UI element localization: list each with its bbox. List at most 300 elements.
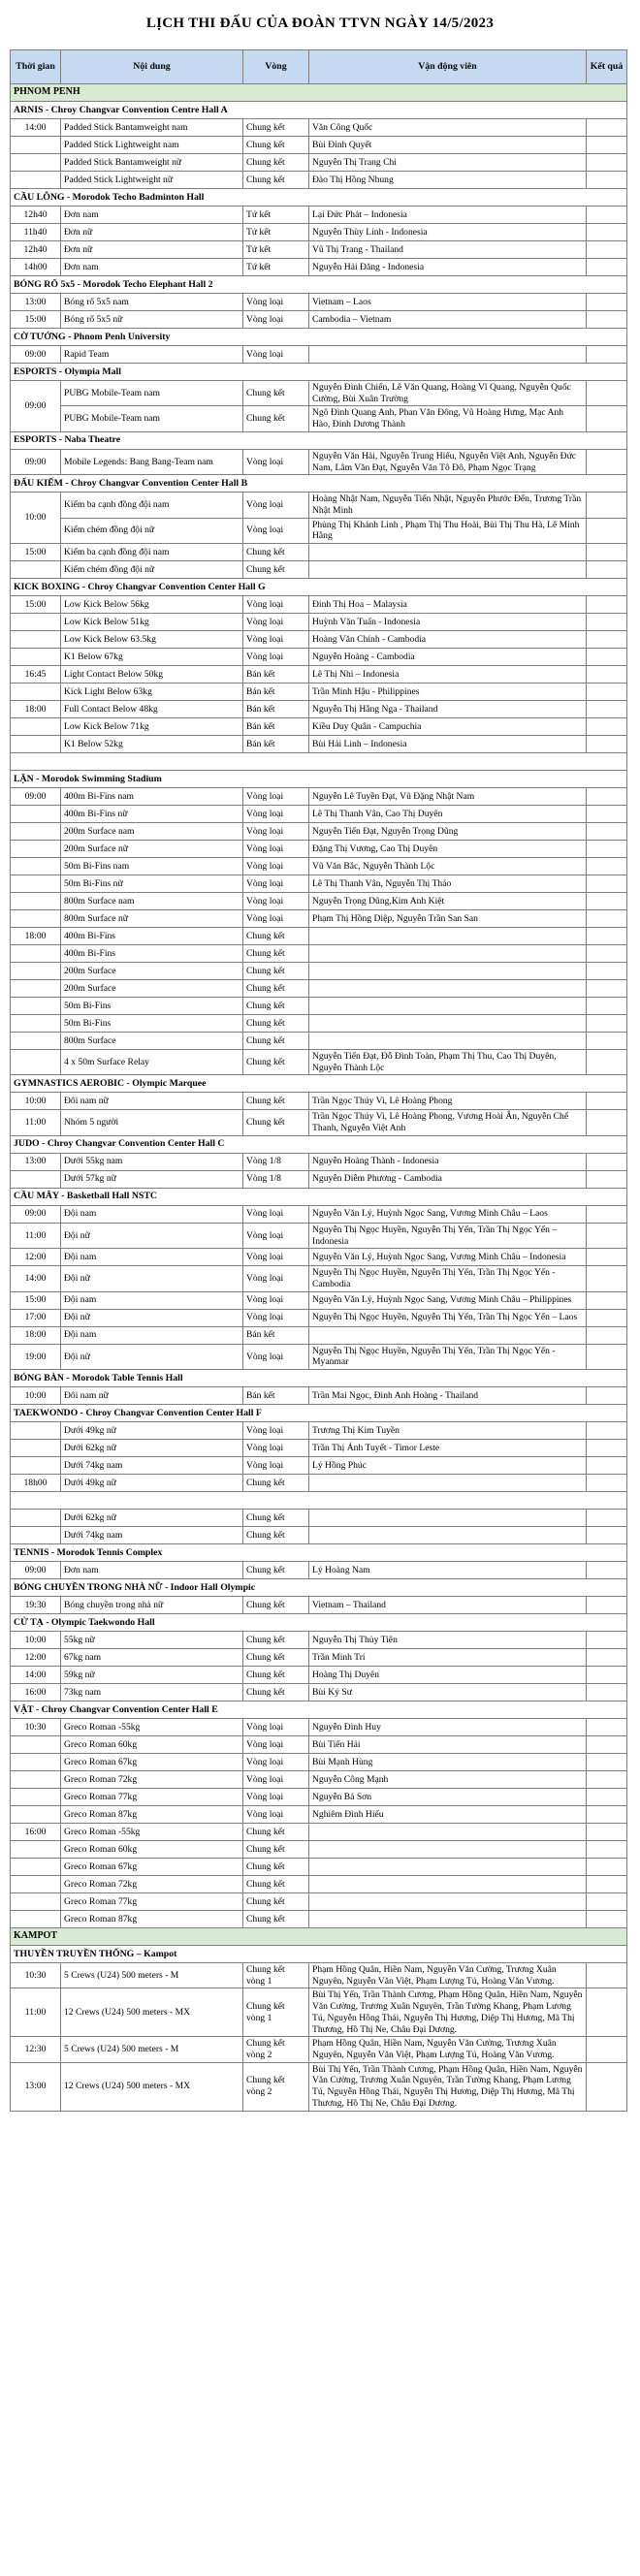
event-result xyxy=(587,1859,627,1876)
event-athletes: Nguyễn Diễm Phương - Cambodia xyxy=(309,1170,587,1188)
event-round: Chung kết xyxy=(243,154,309,172)
event-athletes: Nguyễn Thị Ngọc Huyền, Nguyễn Thị Yến, Trần Thị Ngọc Yến - Cambodia xyxy=(309,1266,587,1291)
event-row xyxy=(11,1309,627,1326)
venue-name: BÓNG BÀN - Morodok Table Tennis Hall xyxy=(11,1370,627,1387)
event-round: Vòng loại xyxy=(243,1457,309,1475)
venue-row xyxy=(11,1135,627,1153)
event-result xyxy=(587,736,627,753)
venue-name: CỜ TƯỚNG - Phnom Penh University xyxy=(11,329,627,346)
event-time: 15:00 xyxy=(11,1291,61,1309)
event-round: Chung kết xyxy=(243,119,309,137)
event-name: Greco Roman 87kg xyxy=(61,1911,243,1928)
event-row xyxy=(11,2037,627,2062)
event-time: 18:00 xyxy=(11,928,61,945)
event-athletes: Bùi Thị Yến, Trần Thành Cương, Phạm Hồng Quân, Hiền Nam, Nguyễn Văn Cường, Trương Xuân Nguyên, Trần Tường Khang, Phạm Lương Tú, Nguyễn Hồng Thái, Nguyễn Thị Hương, Diệp Thị Hương, Mã Thị Thương, Hồ Thị Ne, Châu Đại Dương. xyxy=(309,1988,587,2037)
event-row xyxy=(11,910,627,928)
event-athletes: Nguyễn Thị Thủy Tiên xyxy=(309,1632,587,1649)
venue-row xyxy=(11,102,627,119)
event-round: Vòng loại xyxy=(243,823,309,841)
event-time: 14:00 xyxy=(11,119,61,137)
event-time: 19:00 xyxy=(11,1344,61,1369)
venue-name: ESPORTS - Olympia Mall xyxy=(11,364,627,381)
event-name: PUBG Mobile-Team nam xyxy=(61,406,243,431)
event-round: Chung kết xyxy=(243,1893,309,1911)
event-round: Chung kết xyxy=(243,1510,309,1527)
event-row xyxy=(11,1824,627,1841)
event-name: 400m Bi-Fins nam xyxy=(61,788,243,806)
venue-row xyxy=(11,1946,627,1963)
event-time xyxy=(11,1015,61,1033)
event-name: Đơn nam xyxy=(61,1562,243,1579)
event-round: Chung kết xyxy=(243,1110,309,1135)
event-time xyxy=(11,1806,61,1824)
event-name: Đội nam xyxy=(61,1326,243,1344)
event-round: Bán kết xyxy=(243,1387,309,1405)
event-round: Vòng loại xyxy=(243,806,309,823)
event-name: Mobile Legends: Bang Bang-Team nam xyxy=(61,449,243,474)
event-round: Bán kết xyxy=(243,684,309,701)
event-athletes: Nguyễn Bá Sơn xyxy=(309,1789,587,1806)
event-athletes xyxy=(309,980,587,998)
event-name: Dưới 62kg nữ xyxy=(61,1440,243,1457)
event-result xyxy=(587,893,627,910)
event-round: Vòng loại xyxy=(243,858,309,875)
event-row xyxy=(11,119,627,137)
event-athletes: Ngô Đình Quang Anh, Phan Văn Đông, Vũ Hoàng Hưng, Mạc Anh Hào, Đinh Dương Thành xyxy=(309,406,587,431)
event-name: Kiếm ba cạnh đồng đội nam xyxy=(61,493,243,518)
venue-name: CẦU MÂY - Basketball Hall NSTC xyxy=(11,1188,627,1205)
event-result xyxy=(587,224,627,241)
event-name: Đội nam xyxy=(61,1249,243,1266)
event-time xyxy=(11,1789,61,1806)
event-athletes: Bùi Tiến Hải xyxy=(309,1736,587,1754)
event-result xyxy=(587,823,627,841)
event-round: Vòng loại xyxy=(243,294,309,311)
event-round: Vòng loại xyxy=(243,614,309,631)
event-time: 10:30 xyxy=(11,1963,61,1988)
event-row xyxy=(11,998,627,1015)
event-athletes: Trần Minh Hậu - Philippines xyxy=(309,684,587,701)
event-row xyxy=(11,980,627,998)
event-result xyxy=(587,311,627,329)
event-result xyxy=(587,928,627,945)
event-result xyxy=(587,1309,627,1326)
event-result xyxy=(587,1719,627,1736)
event-result xyxy=(587,1050,627,1075)
event-result xyxy=(587,1562,627,1579)
event-row xyxy=(11,928,627,945)
event-name: Dưới 62kg nữ xyxy=(61,1510,243,1527)
event-result xyxy=(587,259,627,276)
event-name: 800m Surface xyxy=(61,1033,243,1050)
event-round: Vòng loại xyxy=(243,631,309,649)
event-time xyxy=(11,1457,61,1475)
event-row xyxy=(11,666,627,684)
event-row xyxy=(11,1110,627,1135)
event-result xyxy=(587,1824,627,1841)
event-athletes: Nguyễn Tiến Đạt, Nguyễn Trọng Dũng xyxy=(309,823,587,841)
event-athletes: Hoàng Nhật Nam, Nguyễn Tiến Nhật, Nguyễn Phước Đến, Trương Trần Nhật Minh xyxy=(309,493,587,518)
event-row xyxy=(11,172,627,189)
event-time xyxy=(11,1841,61,1859)
event-round: Chung kết vòng 1 xyxy=(243,1963,309,1988)
event-round: Vòng 1/8 xyxy=(243,1153,309,1170)
event-athletes xyxy=(309,1033,587,1050)
event-row xyxy=(11,1719,627,1736)
event-result xyxy=(587,241,627,259)
event-round: Vòng loại xyxy=(243,1309,309,1326)
event-athletes: Bùi Mạnh Hùng xyxy=(309,1754,587,1771)
event-row xyxy=(11,294,627,311)
venue-row xyxy=(11,276,627,294)
event-name: K1 Below 67kg xyxy=(61,649,243,666)
event-result xyxy=(587,154,627,172)
event-result xyxy=(587,2037,627,2062)
event-result xyxy=(587,980,627,998)
event-row xyxy=(11,1911,627,1928)
event-athletes: Nguyễn Hoàng Thành - Indonesia xyxy=(309,1153,587,1170)
event-athletes: Nguyễn Công Mạnh xyxy=(309,1771,587,1789)
event-result xyxy=(587,1667,627,1684)
event-round: Vòng loại xyxy=(243,346,309,364)
event-round: Chung kết xyxy=(243,1015,309,1033)
event-athletes: Nghiêm Đình Hiếu xyxy=(309,1806,587,1824)
event-round: Vòng loại xyxy=(243,1754,309,1771)
event-result xyxy=(587,294,627,311)
empty-row xyxy=(11,1492,627,1510)
event-name: 12 Crews (U24) 500 meters - MX xyxy=(61,1988,243,2037)
event-result xyxy=(587,1015,627,1033)
event-name: Low Kick Below 51kg xyxy=(61,614,243,631)
event-result xyxy=(587,1440,627,1457)
venue-name: KICK BOXING - Chroy Changvar Convention Center Hall G xyxy=(11,579,627,596)
event-row xyxy=(11,224,627,241)
event-row xyxy=(11,137,627,154)
event-round: Vòng loại xyxy=(243,1291,309,1309)
venue-name: JUDO - Chroy Changvar Convention Center Hall C xyxy=(11,1135,627,1153)
event-athletes: Bùi Hải Linh – Indonesia xyxy=(309,736,587,753)
event-result xyxy=(587,1754,627,1771)
event-row xyxy=(11,1510,627,1527)
event-round: Chung kết xyxy=(243,928,309,945)
event-name: 800m Surface nam xyxy=(61,893,243,910)
event-row xyxy=(11,718,627,736)
event-round: Vòng loại xyxy=(243,910,309,928)
page-title: LỊCH THI ĐẤU CỦA ĐOÀN TTVN NGÀY 14/5/2023 xyxy=(145,16,495,31)
event-time xyxy=(11,137,61,154)
event-name: Padded Stick Bantamweight nữ xyxy=(61,154,243,172)
event-athletes: Bùi Thị Yến, Trần Thành Cương, Phạm Hồng Quân, Hiền Nam, Nguyễn Văn Cường, Trương Xuân Nguyên, Trần Tường Khang, Phạm Lương Tú, Nguyễn Hồng Thái, Nguyễn Thị Hương, Diệp Thị Hương, Mã Thị Thương, Hồ Thị Ne, Châu Đại Dương. xyxy=(309,2062,587,2111)
event-time: 13:00 xyxy=(11,1153,61,1170)
event-name: Đội nữ xyxy=(61,1223,243,1248)
event-row xyxy=(11,259,627,276)
event-round: Chung kết vòng 1 xyxy=(243,1988,309,2037)
event-athletes: Lý Hồng Phúc xyxy=(309,1457,587,1475)
event-round: Chung kết vòng 2 xyxy=(243,2062,309,2111)
venue-row xyxy=(11,1188,627,1205)
event-time: 11:00 xyxy=(11,1988,61,2037)
event-name: Greco Roman 67kg xyxy=(61,1754,243,1771)
event-round: Chung kết xyxy=(243,1684,309,1701)
event-result xyxy=(587,1457,627,1475)
event-time xyxy=(11,154,61,172)
event-time: 10:00 xyxy=(11,1632,61,1649)
event-result xyxy=(587,1789,627,1806)
event-name: 67kg nam xyxy=(61,1649,243,1667)
event-name: 50m Bi-Fins nữ xyxy=(61,875,243,893)
event-row xyxy=(11,1789,627,1806)
event-result xyxy=(587,137,627,154)
event-time xyxy=(11,718,61,736)
region-name: PHNOM PENH xyxy=(11,84,627,102)
event-round: Vòng loại xyxy=(243,1422,309,1440)
event-row xyxy=(11,381,627,406)
event-row xyxy=(11,1876,627,1893)
event-time xyxy=(11,1771,61,1789)
event-name: 400m Bi-Fins xyxy=(61,945,243,963)
event-row xyxy=(11,788,627,806)
event-round: Vòng loại xyxy=(243,1736,309,1754)
event-time: 09:00 xyxy=(11,788,61,806)
event-row xyxy=(11,311,627,329)
event-athletes: Nguyễn Văn Lý, Huỳnh Ngọc Sang, Vương Minh Châu – Laos xyxy=(309,1205,587,1223)
event-row xyxy=(11,346,627,364)
event-result xyxy=(587,718,627,736)
event-athletes xyxy=(309,963,587,980)
event-round: Chung kết xyxy=(243,945,309,963)
event-time: 09:00 xyxy=(11,1562,61,1579)
event-row xyxy=(11,649,627,666)
event-row xyxy=(11,1170,627,1188)
event-row xyxy=(11,1963,627,1988)
event-athletes: Nguyễn Hoàng - Cambodia xyxy=(309,649,587,666)
event-athletes: Vũ Văn Bắc, Nguyễn Thành Lộc xyxy=(309,858,587,875)
event-row xyxy=(11,406,627,431)
event-round: Vòng loại xyxy=(243,1223,309,1248)
event-round: Vòng loại xyxy=(243,893,309,910)
event-name: 200m Surface xyxy=(61,963,243,980)
event-name: Đội nữ xyxy=(61,1266,243,1291)
event-round: Chung kết xyxy=(243,1527,309,1544)
event-result xyxy=(587,806,627,823)
event-athletes: Trần Thị Ánh Tuyết - Timor Leste xyxy=(309,1440,587,1457)
event-athletes xyxy=(309,928,587,945)
event-athletes xyxy=(309,544,587,561)
event-result xyxy=(587,1153,627,1170)
event-name: Greco Roman 77kg xyxy=(61,1789,243,1806)
event-round: Chung kết xyxy=(243,172,309,189)
event-result xyxy=(587,614,627,631)
event-round: Bán kết xyxy=(243,1326,309,1344)
event-result xyxy=(587,381,627,406)
event-result xyxy=(587,1963,627,1988)
event-athletes xyxy=(309,1475,587,1492)
event-round: Chung kết xyxy=(243,1597,309,1614)
event-row xyxy=(11,1326,627,1344)
event-result xyxy=(587,875,627,893)
event-row xyxy=(11,1667,627,1684)
event-row xyxy=(11,596,627,614)
event-name: Full Contact Below 48kg xyxy=(61,701,243,718)
event-time xyxy=(11,631,61,649)
event-round: Chung kết xyxy=(243,381,309,406)
event-row xyxy=(11,207,627,224)
event-name: Padded Stick Lightweight nam xyxy=(61,137,243,154)
event-round: Vòng loại xyxy=(243,596,309,614)
event-round: Vòng loại xyxy=(243,788,309,806)
event-round: Chung kết xyxy=(243,1824,309,1841)
event-athletes: Lê Thị Nhi – Indonesia xyxy=(309,666,587,684)
venue-name: GYMNASTICS AEROBIC - Olympic Marquee xyxy=(11,1075,627,1093)
region-row xyxy=(11,1928,627,1946)
event-round: Chung kết xyxy=(243,1649,309,1667)
venue-name: CỬ TẠ - Olympic Taekwondo Hall xyxy=(11,1614,627,1632)
event-time xyxy=(11,1736,61,1754)
event-athletes xyxy=(309,1326,587,1344)
venue-row xyxy=(11,1370,627,1387)
event-round: Tứ kết xyxy=(243,241,309,259)
event-result xyxy=(587,649,627,666)
event-time xyxy=(11,1440,61,1457)
event-row xyxy=(11,1344,627,1369)
venue-name: TAEKWONDO - Chroy Changvar Convention Center Hall F xyxy=(11,1405,627,1422)
event-row xyxy=(11,736,627,753)
event-athletes xyxy=(309,1841,587,1859)
event-round: Bán kết xyxy=(243,701,309,718)
event-athletes: Hoàng Văn Chính - Cambodia xyxy=(309,631,587,649)
event-name: Dưới 55kg nam xyxy=(61,1153,243,1170)
event-name: 200m Surface nam xyxy=(61,823,243,841)
event-round: Vòng loại xyxy=(243,1205,309,1223)
event-time xyxy=(11,649,61,666)
header-event: Nội dung xyxy=(61,50,243,84)
header-result: Kết quả xyxy=(587,50,627,84)
event-round: Chung kết xyxy=(243,1093,309,1110)
schedule-body xyxy=(11,84,627,2112)
event-result xyxy=(587,1684,627,1701)
event-result xyxy=(587,172,627,189)
event-row xyxy=(11,1527,627,1544)
event-name: Low Kick Below 63.5kg xyxy=(61,631,243,649)
event-round: Vòng loại xyxy=(243,493,309,518)
venue-row xyxy=(11,1579,627,1597)
event-round: Chung kết xyxy=(243,1859,309,1876)
event-name: Đôi nam nữ xyxy=(61,1093,243,1110)
event-time: 18h00 xyxy=(11,1475,61,1492)
event-result xyxy=(587,1033,627,1050)
event-row xyxy=(11,493,627,518)
venue-name: ĐẤU KIẾM - Chroy Changvar Convention Center Hall B xyxy=(11,475,627,493)
event-row xyxy=(11,449,627,474)
header-athletes: Vận động viên xyxy=(309,50,587,84)
event-round: Chung kết xyxy=(243,406,309,431)
event-result xyxy=(587,346,627,364)
event-time: 16:45 xyxy=(11,666,61,684)
event-round: Vòng loại xyxy=(243,311,309,329)
venue-name: VẬT - Chroy Changvar Convention Center Hall E xyxy=(11,1701,627,1719)
event-round: Tứ kết xyxy=(243,207,309,224)
event-result xyxy=(587,631,627,649)
event-time: 09:00 xyxy=(11,1205,61,1223)
event-time: 10:00 xyxy=(11,1093,61,1110)
event-time xyxy=(11,1527,61,1544)
event-name: 200m Surface xyxy=(61,980,243,998)
event-name: Đơn nam xyxy=(61,259,243,276)
event-row xyxy=(11,1205,627,1223)
event-athletes: Phạm Thị Hồng Diệp, Nguyễn Trần San San xyxy=(309,910,587,928)
event-round: Vòng loại xyxy=(243,1344,309,1369)
schedule-page xyxy=(10,0,630,2112)
event-row xyxy=(11,1475,627,1492)
event-athletes xyxy=(309,1859,587,1876)
event-row xyxy=(11,1597,627,1614)
event-round: Chung kết xyxy=(243,1475,309,1492)
event-athletes: Đinh Thị Hoa – Malaysia xyxy=(309,596,587,614)
event-result xyxy=(587,1205,627,1223)
event-result xyxy=(587,207,627,224)
event-name: Kiếm ba cạnh đồng đội nam xyxy=(61,544,243,561)
event-row xyxy=(11,684,627,701)
event-name: 400m Bi-Fins xyxy=(61,928,243,945)
schedule-table xyxy=(10,49,627,2112)
event-result xyxy=(587,1527,627,1544)
event-round: Chung kết xyxy=(243,1050,309,1075)
event-time xyxy=(11,172,61,189)
event-name: Low Kick Below 71kg xyxy=(61,718,243,736)
event-round: Vòng loại xyxy=(243,841,309,858)
event-result xyxy=(587,2062,627,2111)
event-round: Tứ kết xyxy=(243,224,309,241)
event-result xyxy=(587,1876,627,1893)
venue-name: THUYỀN TRUYỀN THỐNG – Kampot xyxy=(11,1946,627,1963)
event-row xyxy=(11,2062,627,2111)
event-round: Bán kết xyxy=(243,736,309,753)
event-name: Kiếm chém đồng đội nữ xyxy=(61,518,243,543)
event-athletes: Nguyễn Thị Ngọc Huyền, Nguyễn Thị Yến, Trần Thị Ngọc Yến – Indonesia xyxy=(309,1223,587,1248)
event-name: 50m Bi-Fins xyxy=(61,1015,243,1033)
event-time: 16:00 xyxy=(11,1684,61,1701)
venue-row xyxy=(11,1075,627,1093)
event-result xyxy=(587,1093,627,1110)
event-athletes: Nguyễn Đình Chiến, Lê Văn Quang, Hoàng Vĩ Quang, Nguyễn Quốc Cường, Bùi Xuân Trường xyxy=(309,381,587,406)
event-time: 10:00 xyxy=(11,493,61,544)
event-time: 12:30 xyxy=(11,2037,61,2062)
event-athletes: Trần Ngọc Thúy Vi, Lê Hoàng Phong xyxy=(309,1093,587,1110)
event-round: Chung kết xyxy=(243,1667,309,1684)
event-name: Đội nam xyxy=(61,1291,243,1309)
event-result xyxy=(587,1223,627,1248)
event-athletes xyxy=(309,346,587,364)
event-time: 12h40 xyxy=(11,207,61,224)
event-time xyxy=(11,893,61,910)
event-time xyxy=(11,998,61,1015)
event-time xyxy=(11,736,61,753)
event-row xyxy=(11,1387,627,1405)
venue-name: BÓNG CHUYỀN TRONG NHÀ NỮ - Indoor Hall Olympic xyxy=(11,1579,627,1597)
event-time: 12h40 xyxy=(11,241,61,259)
event-row xyxy=(11,701,627,718)
event-name: 73kg nam xyxy=(61,1684,243,1701)
venue-row xyxy=(11,364,627,381)
event-athletes: Huỳnh Văn Tuấn - Indonesia xyxy=(309,614,587,631)
event-round: Chung kết xyxy=(243,137,309,154)
event-result xyxy=(587,1266,627,1291)
event-result xyxy=(587,1841,627,1859)
event-athletes: Đào Thị Hồng Nhung xyxy=(309,172,587,189)
event-result xyxy=(587,1510,627,1527)
event-athletes: Vietnam – Thailand xyxy=(309,1597,587,1614)
event-name: Low Kick Below 56kg xyxy=(61,596,243,614)
